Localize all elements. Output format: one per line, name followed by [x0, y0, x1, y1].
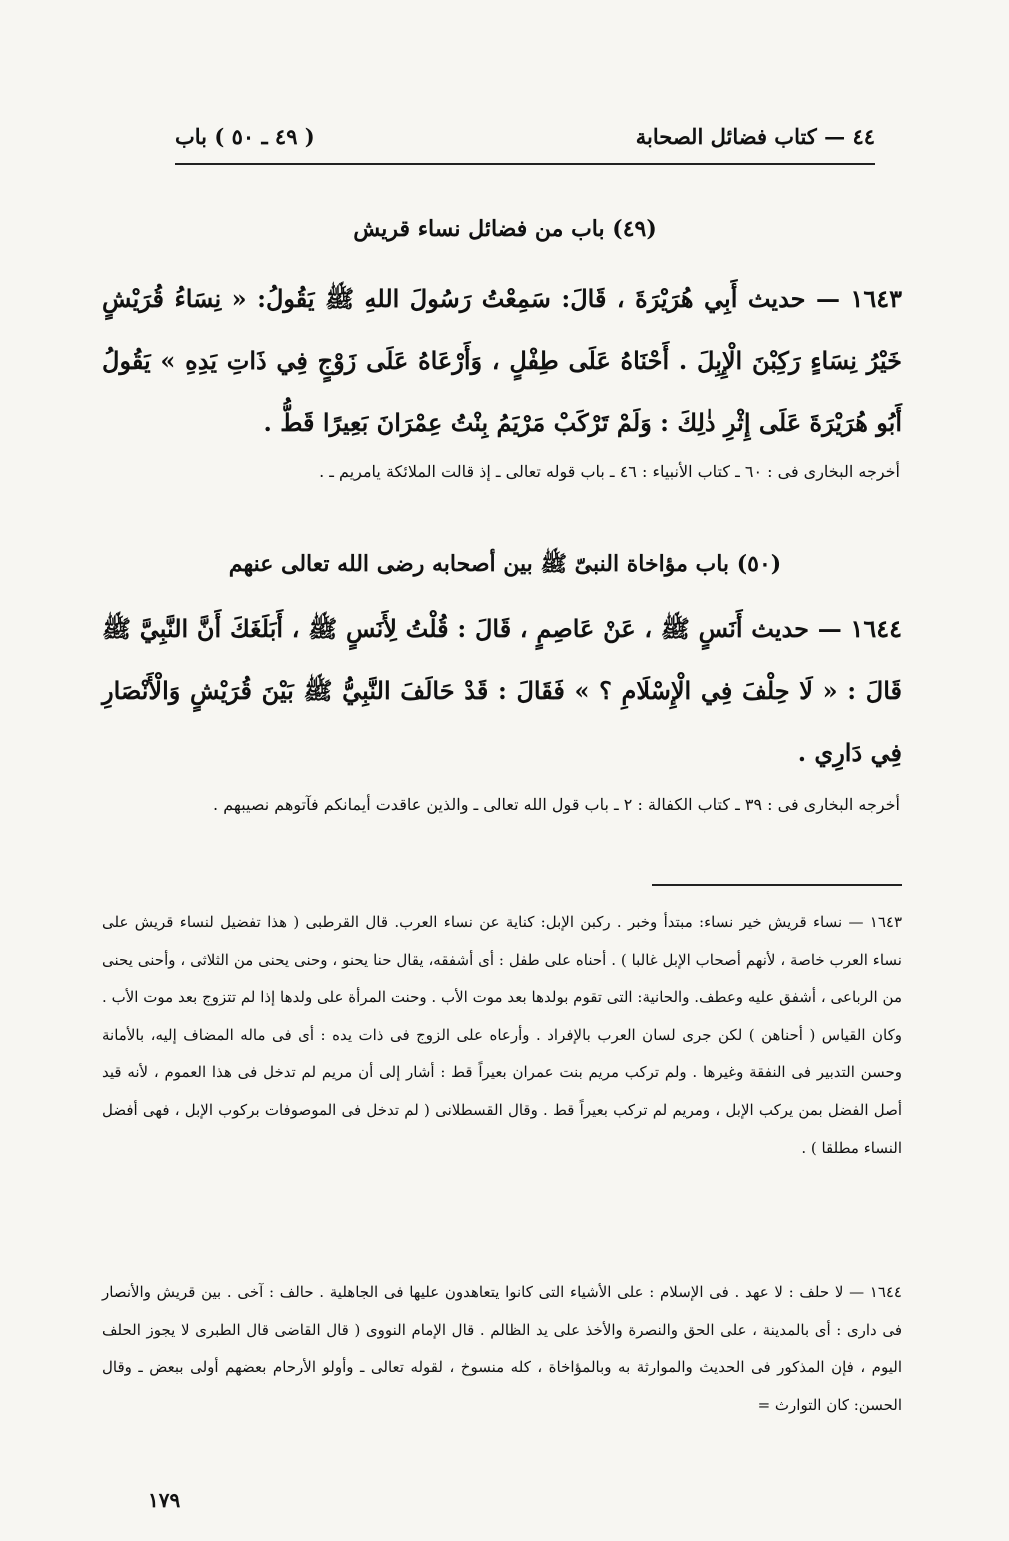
chapter-49-title: (٤٩) باب من فضائل نساء قريش	[353, 216, 657, 242]
running-header	[175, 118, 875, 158]
hadith-1644: ١٦٤٤ — حديث أَنَسٍ ﷺ ، عَنْ عَاصِمٍ ، قَالَ : قُلْتُ لِأَنَسٍ ﷺ ، أَبَلَغَكَ أَنَّ النَّبِيَّ ﷺ قَالَ : « لَا حِلْفَ فِي الْإِسْلَامِ ؟ » فَقَالَ : قَدْ حَالَفَ النَّبِيُّ ﷺ بَيْنَ قُرَيْشٍ وَالْأَنْصَارِ فِي دَارِي .	[102, 614, 903, 767]
footnote-1643: ١٦٤٣ — نساء قريش خير نساء: مبتدأ وخبر . ركبن الإبل: كناية عن نساء العرب. قال القرطبى ( هذا تفضيل لنساء قريش على نساء العرب خاصة ، لأنهم أصحاب الإبل غالبا ) . أحناه على طفل : أى أشفقه، يقال حنا يحنو ، وحنى يحنى من الثلاثى ، وأحنى يحنى من الرباعى ، أشفق عليه وعطف. والحانية: التى تقوم بولدها بعد موت الأب . وحنت المرأة على ولدها إذا لم تتزوج بعد موت الأب . وكان القياس ( أحناهن ) لكن جرى لسان العرب بالإفراد . وأرعاه على الزوج فى ذات يده : أى فى ماله المضاف إليه، بالأمانة وحسن التدبير فى النفقة وغيرها . ولم تركب مريم بنت عمران بعيراً قط : أشار إلى أن مريم لم تدخل فى هذا العموم ، لأنه قيد أصل الفضل بمن يركب الإبل ، ومريم لم تركب بعيراً قط . وقال القسطلانى ( لم تدخل فى الموصوفات بركوب الإبل ، فهى أفضل النساء مطلقا ) .	[102, 913, 903, 1157]
book-title: ٤٤ — كتاب فضائل الصحابة	[635, 124, 875, 149]
hadith-1643: ١٦٤٣ — حديث أَبِي هُرَيْرَةَ ، قَالَ: سَمِعْتُ رَسُولَ اللهِ ﷺ يَقُولُ: « نِسَاءُ قُرَيْشٍ خَيْرُ نِسَاءٍ رَكِبْنَ الْإِبِلَ . أَحْنَاهُ عَلَى طِفْلٍ ، وَأَرْعَاهُ عَلَى زَوْجٍ فِي ذَاتِ يَدِهِ » يَقُولُ أَبُو هُرَيْرَةَ عَلَى إِثْرِ ذٰلِكَ : وَلَمْ تَرْكَبْ مَرْيَمُ بِنْتُ عِمْرَانَ بَعِيرًا قَطُّ .	[102, 284, 902, 437]
chapter-50-title: (٥٠) باب مؤاخاة النبىّ ﷺ بين أصحابه رضى الله تعالى عنهم	[228, 551, 782, 577]
page-number: ١٧٩	[148, 1488, 181, 1512]
source-1643: أخرجه البخارى فى : ٦٠ ـ كتاب الأنبياء : ٤٦ ـ باب قوله تعالى ـ إذ قالت الملائكة يامريم ـ .	[319, 462, 900, 481]
source-1644: أخرجه البخارى فى : ٣٩ ـ كتاب الكفالة : ٢ ـ باب قول الله تعالى ـ والذين عاقدت أيمانكم فآتوهم نصيبهم .	[213, 795, 900, 814]
footnote-1644: ١٦٤٤ — لا حلف : لا عهد . فى الإسلام : على الأشياء التى كانوا يتعاهدون عليها فى الجاهلية . حالف : آخى . بين قريش والأنصار فى دارى : أى بالمدينة ، على الحق والنصرة والأخذ على يد الظالم . قال الإمام النووى ( قال القاضى قال الطبرى لا يجوز الحلف اليوم ، فإن المذكور فى الحديث والموارثة به وبالمؤاخاة ، كله منسوخ ، لقوله تعالى ـ وأولو الأرحام بعضهم أولى ببعض ـ وقال الحسن: كان التوارث =	[102, 1283, 902, 1414]
chapter-range: ( ٤٩ ـ ٥٠ ) باب	[175, 124, 315, 149]
footnote-rule	[652, 884, 902, 886]
header-rule	[175, 163, 875, 165]
